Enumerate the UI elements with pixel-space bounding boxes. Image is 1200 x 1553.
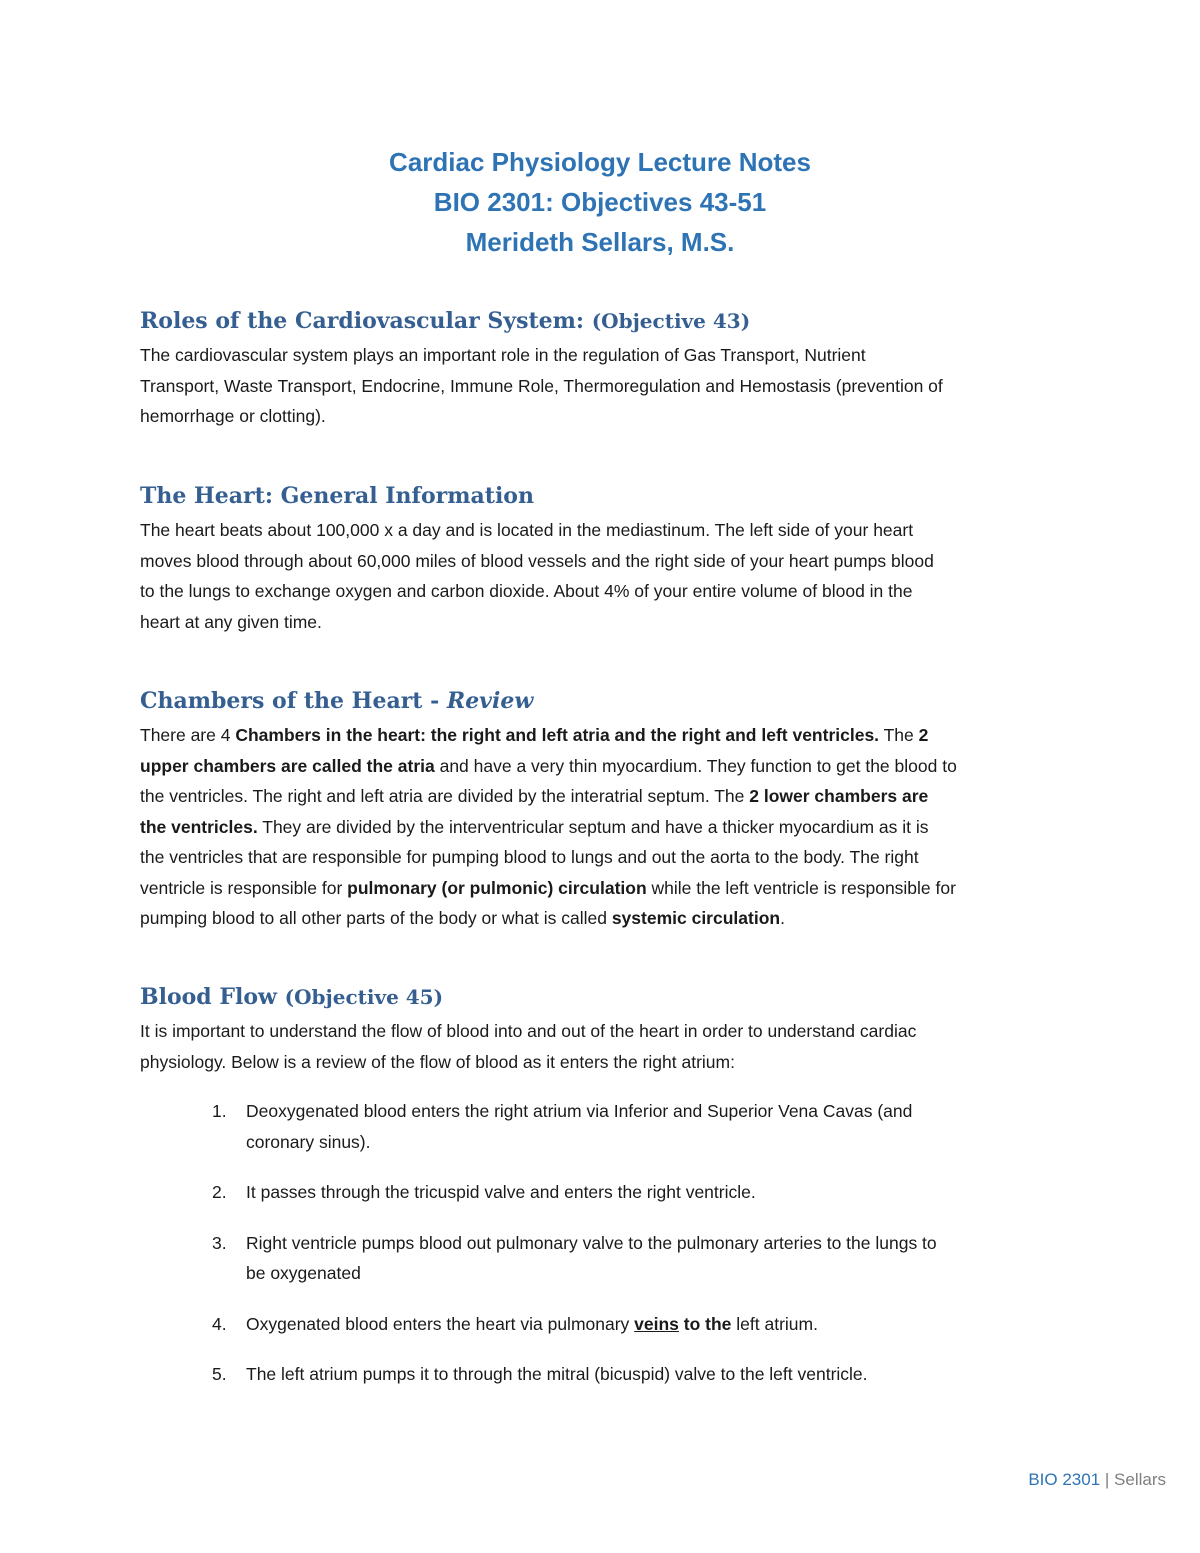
text: There are 4 [140, 725, 236, 745]
roles-objective: (Objective 43) [591, 309, 751, 333]
bold-text: systemic circulation [611, 908, 781, 928]
bloodflow-heading-text: Blood Flow [140, 984, 277, 1010]
text: while the left ventricle is responsible for [646, 877, 956, 898]
text: and have a very thin myocardium. They function to get the blood to [434, 755, 957, 776]
list-number: 2. [212, 1182, 227, 1202]
text: . [780, 908, 785, 928]
text: the ventricles. The right and left atria are divided by the interatrial septum. The [140, 786, 750, 806]
list-item [200, 1309, 1060, 1340]
section-bloodflow [140, 982, 1070, 1077]
text: pumping blood to all other parts of the body or what is called [140, 908, 612, 928]
bold-text: to the [678, 1313, 732, 1334]
general-line: heart at any given time. [140, 611, 322, 632]
chambers-heading-text: Chambers of the Heart - [140, 688, 447, 714]
list-number: 4. [212, 1313, 227, 1334]
underlined-bold-text: veins [634, 1313, 679, 1334]
bloodflow-heading [140, 982, 1070, 1012]
section-general [140, 481, 1070, 637]
bold-text: 2 lower chambers are [749, 786, 929, 806]
roles-line: hemorrhage or clotting). [140, 406, 326, 426]
general-paragraph [140, 515, 1070, 637]
roles-line: The cardiovascular system plays an important role in the regulation of Gas Transport, Nutrient [140, 345, 866, 365]
bold-text: the ventricles. [140, 816, 258, 837]
chambers-review: Review [446, 688, 534, 714]
bold-text: upper chambers are called the [140, 755, 393, 776]
general-line: to the lungs to exchange oxygen and carbon dioxide. About 4% of your entire volume of blood in the [140, 581, 913, 601]
bloodflow-objective: (Objective 45) [284, 985, 444, 1009]
list-number: 5. [212, 1364, 227, 1384]
section-roles [140, 306, 1070, 432]
text: ventricle is responsible for [140, 877, 348, 898]
list-item [200, 1228, 1060, 1289]
roles-line: Transport, Waste Transport, Endocrine, Immune Role, Thermoregulation and Hemostasis (prevention of [140, 375, 943, 396]
list-text: Deoxygenated blood enters the right atrium via Inferior and Superior Vena Cavas (and [246, 1101, 913, 1121]
chambers-paragraph [140, 720, 1070, 934]
text: The [879, 725, 919, 745]
bold-text: atria [397, 755, 435, 776]
bold-text: Chambers in the heart: the right and left atria and the right and left ventricles. [235, 725, 880, 745]
page-footer [1028, 1470, 1166, 1490]
text: They are divided by the interventricular septum and have a thicker myocardium as it is [257, 816, 929, 837]
list-text: left atrium. [731, 1313, 818, 1334]
footer-separator: | [1100, 1470, 1115, 1489]
list-item [200, 1096, 1060, 1157]
title-line-2: BIO 2301: Objectives 43-51 [433, 187, 767, 217]
general-heading: The Heart: General Information [140, 483, 534, 509]
bloodflow-paragraph [140, 1016, 1070, 1077]
list-text: be oxygenated [246, 1263, 361, 1283]
text: the ventricles that are responsible for pumping blood to lungs and out the aorta to the body. The right [140, 847, 919, 867]
footer-author: Sellars [1114, 1470, 1166, 1489]
title-line-3: Merideth Sellars, M.S. [465, 227, 735, 257]
chambers-heading [140, 686, 1070, 716]
bloodflow-line: It is important to understand the flow of blood into and out of the heart in order to understand cardiac [140, 1021, 917, 1041]
list-text: Right ventricle pumps blood out pulmonary valve to the pulmonary arteries to the lungs to [246, 1232, 937, 1253]
list-number: 3. [212, 1232, 227, 1253]
general-line: moves blood through about 60,000 miles of blood vessels and the right side of your heart pumps blood [140, 550, 934, 571]
footer-course: BIO 2301 [1028, 1470, 1101, 1489]
general-line: The heart beats about 100,000 x a day and is located in the mediastinum. The left side of your heart [140, 520, 914, 540]
list-item [200, 1177, 1060, 1208]
bloodflow-line: physiology. Below is a review of the flow of blood as it enters the right atrium: [140, 1051, 735, 1072]
list-text: Oxygenated blood enters the heart via pulmonary [246, 1313, 635, 1334]
list-text: coronary sinus). [246, 1131, 371, 1152]
list-item [200, 1359, 1060, 1390]
list-text: The left atrium pumps it to through the mitral (bicuspid) valve to the left ventricle. [246, 1364, 868, 1384]
bloodflow-steps-list [200, 1096, 1060, 1390]
roles-heading-text: Roles of the Cardiovascular System: [140, 308, 585, 334]
list-text: It passes through the tricuspid valve and enters the right ventricle. [246, 1182, 756, 1202]
section-chambers [140, 686, 1070, 934]
list-number: 1. [212, 1101, 227, 1121]
roles-heading [140, 306, 1070, 336]
bold-text: pulmonary (or pulmonic) circulation [347, 877, 647, 898]
roles-paragraph [140, 340, 1070, 432]
title-line-1: Cardiac Physiology Lecture Notes [389, 147, 811, 177]
document-title [0, 142, 1200, 262]
bold-text: 2 [918, 725, 929, 745]
